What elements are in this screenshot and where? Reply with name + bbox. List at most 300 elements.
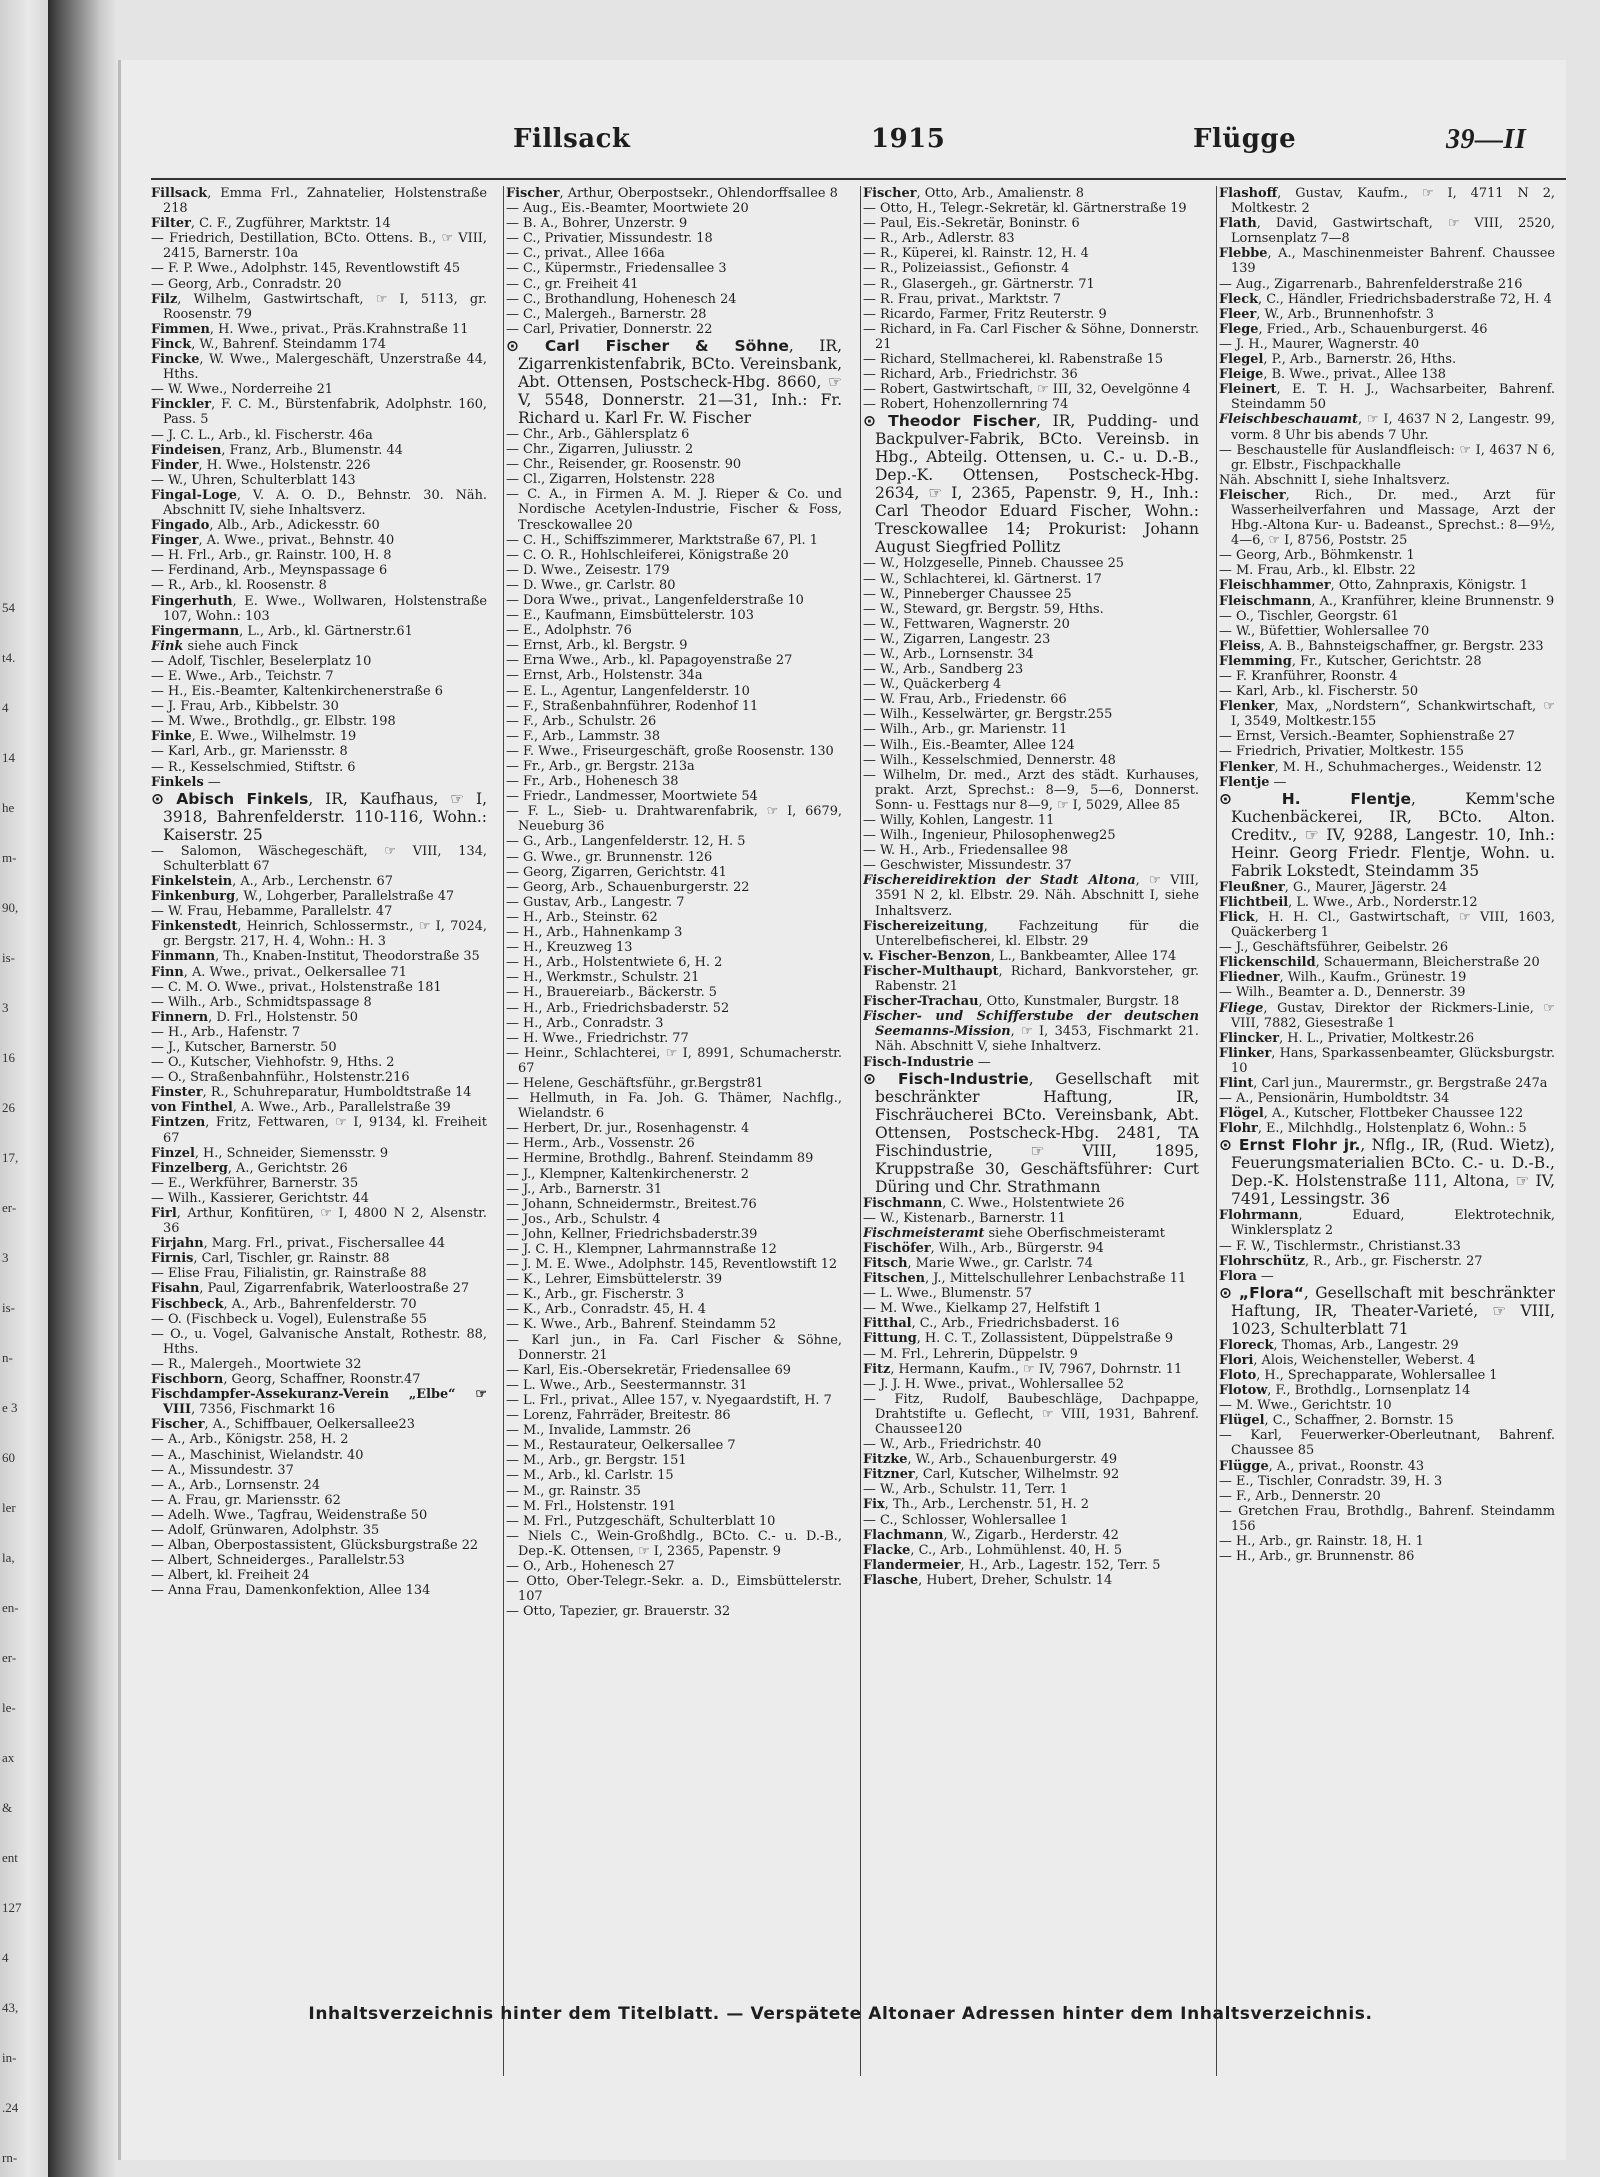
- directory-entry: — C., privat., Allee 166a: [506, 246, 665, 262]
- previous-page-fragment: 3: [2, 1000, 9, 1015]
- directory-entry: — A. Frau, gr. Mariensstr. 62: [151, 1492, 341, 1508]
- directory-entry: Fischbeck, A., Arb., Bahrenfelderstr. 70: [151, 1296, 417, 1312]
- directory-entry: Flenker, Max, „Nordstern“, Schankwirtschaft, ☞ I, 3549, Moltkestr.155: [1219, 699, 1555, 730]
- directory-entry: — W., Schlachterei, kl. Gärtnerst. 17: [863, 571, 1102, 587]
- directory-entry: Firl, Arthur, Konfitüren, ☞ I, 4800 N 2, Alsenstr. 36: [151, 1206, 487, 1237]
- directory-entry: — W. Frau, Hebamme, Parallelstr. 47: [151, 904, 393, 920]
- directory-entry: — J., Klempner, Kaltenkirchenerstr. 2: [506, 1166, 749, 1182]
- directory-entry: Fischer-Trachau, Otto, Kunstmaler, Burgstr. 18: [863, 994, 1180, 1010]
- directory-entry: Finn, A. Wwe., privat., Oelkersallee 71: [151, 964, 407, 980]
- header-year: 1915: [871, 124, 946, 154]
- directory-entry: — Geschwister, Missundestr. 37: [863, 858, 1072, 874]
- previous-page-fragment: 3: [2, 1250, 9, 1265]
- directory-entry: — Alban, Oberpostassistent, Glücksburgstraße 22: [151, 1538, 479, 1554]
- directory-entry: — D. Wwe., Zeisestr. 179: [506, 562, 670, 578]
- directory-entry: Filter, C. F., Zugführer, Marktstr. 14: [151, 216, 391, 232]
- directory-entry: Finke, E. Wwe., Wilhelmstr. 19: [151, 729, 357, 745]
- directory-entry: Fischer-Multhaupt, Richard, Bankvorsteher, gr. Rabenstr. 21: [863, 963, 1199, 995]
- directory-entry: — A., Arb., Lornsenstr. 24: [151, 1477, 321, 1493]
- directory-entry: — M. Wwe., Kielkamp 27, Helfstift 1: [863, 1301, 1102, 1317]
- directory-entry: Flincker, H. L., Privatier, Moltkestr.26: [1219, 1030, 1475, 1046]
- directory-entry: — Georg, Zigarren, Gerichtstr. 41: [506, 864, 727, 880]
- directory-entry: Finkels —: [151, 774, 221, 790]
- directory-entry: Flegel, P., Arb., Barnerstr. 26, Hths.: [1219, 352, 1457, 368]
- directory-entry: — H., Arb., Conradstr. 3: [506, 1015, 664, 1031]
- directory-entry: — Friedr., Landmesser, Moortwiete 54: [506, 789, 758, 805]
- directory-entry: — Dora Wwe., privat., Langenfelderstraße 10: [506, 592, 804, 608]
- directory-entry: — J., Geschäftsführer, Geibelstr. 26: [1219, 940, 1449, 956]
- directory-entry: — Robert, Gastwirtschaft, ☞ III, 32, Oevelgönne 4: [863, 382, 1191, 398]
- previous-page-fragment: ler: [2, 1500, 16, 1515]
- directory-entry: ⊙ „Flora“, Gesellschaft mit beschränkter Haftung, IR, Theater-Varieté, ☞ VIII, 1023, Schulterblatt 71: [1219, 1283, 1555, 1338]
- directory-entry: — K., Arb., gr. Fischerstr. 3: [506, 1287, 685, 1303]
- directory-entry: — G., Arb., Langenfelderstr. 12, H. 5: [506, 834, 746, 850]
- directory-entry: — H., Werkmstr., Schulstr. 21: [506, 970, 700, 986]
- directory-entry: — Wilh., Eis.-Beamter, Allee 124: [863, 737, 1075, 753]
- directory-entry: — M. Wwe., Gerichtstr. 10: [1219, 1398, 1392, 1414]
- directory-entry: — H., Arb., Holstentwiete 6, H. 2: [506, 955, 723, 971]
- previous-page-fragment: is-: [2, 950, 15, 965]
- book-gutter: [48, 0, 118, 2177]
- previous-page-fragment: e 3: [2, 1400, 18, 1415]
- directory-entry: — W., Zigarren, Langestr. 23: [863, 631, 1051, 647]
- directory-entry: — Ernst, Versich.-Beamter, Sophienstraße 27: [1219, 729, 1515, 745]
- directory-entry: — M., Arb., kl. Carlstr. 15: [506, 1468, 674, 1484]
- directory-entry: Finzel, H., Schneider, Siemensstr. 9: [151, 1145, 389, 1161]
- directory-entry: — A., Arb., Königstr. 258, H. 2: [151, 1432, 349, 1448]
- directory-entry: Flacke, C., Arb., Lohmühlenst. 40, H. 5: [863, 1542, 1123, 1558]
- directory-entry: — Ricardo, Farmer, Fritz Reuterstr. 9: [863, 306, 1107, 322]
- directory-entry: Fliedner, Wilh., Kaufm., Grünestr. 19: [1219, 970, 1467, 986]
- directory-entry: Finnern, D. Frl., Holstenstr. 50: [151, 1009, 358, 1025]
- directory-entry: — O., Kutscher, Viehhofstr. 9, Hths. 2: [151, 1055, 395, 1071]
- directory-entry: Fischer, Otto, Arb., Amalienstr. 8: [863, 186, 1084, 201]
- directory-entry: — Hellmuth, in Fa. Joh. G. Thämer, Nachflg., Wielandstr. 6: [506, 1091, 842, 1122]
- directory-entry: Fitthal, C., Arb., Friedrichsbaderst. 16: [863, 1316, 1120, 1332]
- previous-page-fragment: la,: [2, 1550, 15, 1565]
- directory-entry: — A., Maschinist, Wielandstr. 40: [151, 1447, 364, 1463]
- directory-entry: — W., Arb., Lornsenstr. 34: [863, 646, 1034, 662]
- directory-entry: Finck, W., Bahrenf. Steindamm 174: [151, 336, 386, 352]
- directory-entry: — Otto, Tapezier, gr. Brauerstr. 32: [506, 1604, 731, 1620]
- previous-page-edge: [0, 0, 48, 2177]
- directory-entry: — M., gr. Rainstr. 35: [506, 1483, 641, 1499]
- directory-entry: — W., Fettwaren, Wagnerstr. 20: [863, 616, 1070, 632]
- directory-entry: — M., Invalide, Lammstr. 26: [506, 1423, 691, 1439]
- previous-page-fragment: t4.: [2, 650, 16, 665]
- directory-entry: — John, Kellner, Friedrichsbaderstr.39: [506, 1226, 758, 1242]
- directory-entry: Flotow, F., Brothdlg., Lornsenplatz 14: [1219, 1383, 1471, 1399]
- directory-entry: — O., u. Vogel, Galvanische Anstalt, Rothestr. 88, Hths.: [151, 1326, 487, 1357]
- directory-entry: Floreck, Thomas, Arb., Langestr. 29: [1219, 1337, 1459, 1353]
- directory-entry: — E., Tischler, Conradstr. 39, H. 3: [1219, 1473, 1443, 1489]
- directory-entry: — Wilh., Ingenieur, Philosophenweg25: [863, 828, 1116, 844]
- directory-entry: Flentje —: [1219, 774, 1287, 790]
- directory-entry: — Erna Wwe., Arb., kl. Papagoyenstraße 27: [506, 653, 793, 669]
- directory-entry: Floto, H., Sprechapparate, Wohlersallee 1: [1219, 1368, 1498, 1383]
- directory-entry: — F., Arb., Schulstr. 26: [506, 713, 657, 729]
- directory-entry: — L. Wwe., Blumenstr. 57: [863, 1286, 1033, 1302]
- directory-entry: — J. C. H., Klempner, Lahrmannstraße 12: [506, 1242, 777, 1257]
- directory-entry: Flint, Carl jun., Maurermstr., gr. Bergstraße 247a: [1219, 1075, 1548, 1091]
- directory-entry: — H., Kreuzweg 13: [506, 940, 633, 956]
- directory-entry: ⊙ Abisch Finkels, IR, Kaufhaus, ☞ I, 3918, Bahrenfelderstr. 110-116, Wohn.: Kaiserstr. 25: [151, 789, 487, 844]
- directory-entry: Fitzke, W., Arb., Schauenburgerstr. 49: [863, 1452, 1118, 1468]
- directory-entry: Fleischbeschauamt, ☞ I, 4637 N 2, Langestr. 99, vorm. 8 Uhr bis abends 7 Uhr.: [1219, 412, 1555, 443]
- directory-entry: — M., Arb., gr. Bergstr. 151: [506, 1453, 687, 1469]
- directory-entry: — K., Arb., Conradstr. 45, H. 4: [506, 1302, 706, 1318]
- directory-entry: — C. H., Schiffszimmerer, Marktstraße 67, Pl. 1: [506, 532, 818, 548]
- directory-entry: Fingal-Loge, V. A. O. D., Behnstr. 30. Näh. Abschnitt IV, siehe Inhaltsverz.: [151, 487, 487, 518]
- directory-entry: — Willy, Kohlen, Langestr. 11: [863, 813, 1055, 828]
- directory-entry: Fischmann, C. Wwe., Holstentwiete 26: [863, 1195, 1125, 1211]
- previous-page-fragment: 26: [2, 1100, 15, 1115]
- directory-entry: — Richard, Arb., Friedrichstr. 36: [863, 367, 1078, 383]
- directory-entry: — Beschaustelle für Auslandfleisch: ☞ I, 4637 N 6, gr. Elbstr., Fischpackhalle: [1219, 442, 1555, 473]
- directory-entry: — Robert, Hohenzollernring 74: [863, 397, 1069, 413]
- directory-entry: Fischdampfer-Assekuranz-Verein „Elbe“ ☞ VIII, 7356, Fischmarkt 16: [151, 1387, 487, 1418]
- previous-page-fragment: 54: [2, 600, 15, 615]
- directory-entry: Fleige, B. Wwe., privat., Allee 138: [1219, 367, 1446, 383]
- previous-page-fragment: en-: [2, 1600, 19, 1615]
- previous-page-fragment: .24: [2, 2100, 19, 2115]
- directory-entry: — Ernst, Arb., Holstenstr. 34a: [506, 668, 703, 684]
- previous-page-fragment: 127: [2, 1900, 22, 1915]
- directory-entry: — H., Eis.-Beamter, Kaltenkirchenerstraße 6: [151, 684, 443, 700]
- directory-entry: Flohrmann, Eduard, Elektrotechnik, Winklersplatz 2: [1219, 1208, 1555, 1239]
- directory-entry: Fischer, Arthur, Oberpostsekr., Ohlendorffsallee 8: [506, 186, 838, 201]
- directory-entry: — E., Werkführer, Barnerstr. 35: [151, 1175, 359, 1191]
- previous-page-fragment: in-: [2, 2050, 17, 2065]
- directory-entry: Fitzner, Carl, Kutscher, Wilhelmstr. 92: [863, 1467, 1120, 1483]
- directory-entry: — Fr., Arb., gr. Bergstr. 213a: [506, 759, 695, 774]
- directory-entry: — R., Arb., kl. Roosenstr. 8: [151, 578, 327, 594]
- directory-entry: — E. Wwe., Arb., Teichstr. 7: [151, 669, 334, 684]
- directory-entry: — Richard, in Fa. Carl Fischer & Söhne, Donnerstr. 21: [863, 321, 1199, 352]
- directory-entry: — Cl., Zigarren, Holstenstr. 228: [506, 472, 715, 488]
- previous-page-fragment: le-: [2, 1700, 16, 1715]
- directory-entry: — M., Restaurateur, Oelkersallee 7: [506, 1438, 736, 1454]
- directory-entry: — Anna Frau, Damenkonfektion, Allee 134: [151, 1583, 431, 1599]
- directory-entry: Flandermeier, H., Arb., Lagestr. 152, Terr. 5: [863, 1557, 1161, 1573]
- directory-entry: — Gustav, Arb., Langestr. 7: [506, 894, 685, 910]
- directory-entry: Flemming, Fr., Kutscher, Gerichtstr. 28: [1219, 653, 1482, 669]
- directory-entry: Fleiss, A. B., Bahnsteigschaffner, gr. Bergstr. 233: [1219, 638, 1544, 654]
- directory-entry: Flögel, A., Kutscher, Flottbeker Chaussee 122: [1219, 1106, 1524, 1122]
- directory-entry: Fischborn, Georg, Schaffner, Roonstr.47: [151, 1372, 421, 1388]
- directory-entry: ⊙ H. Flentje, Kemm'sche Kuchenbäckerei, IR, BCto. Alton. Creditv., ☞ IV, 9288, Langestr. 10, Inh.: Heinr. Georg Friedr. Flentje, Wohn. u. Fabrik Lokstedt, Steindamm 35: [1219, 789, 1555, 880]
- previous-page-fragment: ent: [2, 1850, 18, 1865]
- directory-entry: ⊙ Ernst Flohr jr., Nflg., IR, (Rud. Wietz), Feuerungsmaterialien BCto. C.- u. D.-B., Dep.-K. Holstenstraße 111, Altona, ☞ IV, 7491, Lessingstr. 36: [1219, 1136, 1555, 1209]
- directory-entry: — W., Büfettier, Wohlersallee 70: [1219, 623, 1430, 639]
- directory-entry: — F. P. Wwe., Adolphstr. 145, Reventlowstift 45: [151, 261, 461, 277]
- directory-entry: — W., Arb., Sandberg 23: [863, 662, 1024, 678]
- directory-entry: Fingerhuth, E. Wwe., Wollwaren, Holstenstraße 107, Wohn.: 103: [151, 593, 487, 624]
- directory-entry: Fleer, W., Arb., Brunnenhofstr. 3: [1219, 306, 1434, 322]
- directory-entry: Flasche, Hubert, Dreher, Schulstr. 14: [863, 1572, 1113, 1588]
- directory-entry: Flickenschild, Schauermann, Bleicherstraße 20: [1219, 955, 1540, 971]
- directory-entry: — Karl, Arb., gr. Mariensstr. 8: [151, 744, 348, 760]
- directory-entry: — C., Malergeh., Barnerstr. 28: [506, 306, 707, 322]
- directory-entry: — Ferdinand, Arb., Meynspassage 6: [151, 563, 388, 579]
- directory-entry: ⊙ Carl Fischer & Söhne, IR, Zigarrenkistenfabrik, BCto. Vereinsbank, Abt. Ottensen, Postscheck-Hbg. 8660, ☞ V, 5548, Donnerstr. 21—31, Inh.: Fr. Richard u. Karl Fr. W. Fischer: [506, 336, 842, 427]
- directory-entry: — J. H., Maurer, Wagnerstr. 40: [1219, 336, 1420, 352]
- directory-entry: — G. Wwe., gr. Brunnenstr. 126: [506, 849, 713, 865]
- directory-entry: — F. L., Sieb- u. Drahtwarenfabrik, ☞ I, 6679, Neueburg 36: [506, 804, 842, 835]
- directory-entry: Fintzen, Fritz, Fettwaren, ☞ I, 9134, kl. Freiheit 67: [151, 1115, 487, 1146]
- directory-entry: Flenker, M. H., Schuhmacherges., Weidenstr. 12: [1219, 759, 1542, 775]
- directory-entry: — F. Kranführer, Roonstr. 4: [1219, 669, 1398, 684]
- header-right-catchword: Flügge: [1193, 124, 1297, 154]
- directory-entry: — H. Frl., Arb., gr. Rainstr. 100, H. 8: [151, 548, 392, 564]
- directory-entry: — Salomon, Wäschegeschäft, ☞ VIII, 134, Schulterblatt 67: [151, 843, 487, 874]
- directory-entry: — F., Straßenbahnführer, Rodenhof 11: [506, 698, 759, 714]
- directory-entry: — Karl, Eis.-Obersekretär, Friedensallee 69: [506, 1362, 791, 1378]
- directory-entry: — J. Frau, Arb., Kibbelstr. 30: [151, 699, 339, 715]
- directory-entry: — Georg, Arb., Böhmkenstr. 1: [1219, 548, 1415, 564]
- column-1: [151, 186, 487, 2076]
- directory-entry: — Richard, Stellmacherei, kl. Rabenstraße 15: [863, 352, 1164, 368]
- directory-entry: Fimmen, H. Wwe., privat., Präs.Krahnstraße 11: [151, 321, 469, 337]
- directory-entry: Fleischer, Rich., Dr. med., Arzt für Wasserheilverfahren und Massage, Arzt der Hbg.-Altona Kur- u. Badeanst., Sprechst.: 8—9½, 4—6, ☞ I, 8756, Poststr. 25: [1219, 487, 1555, 549]
- directory-entry: Flege, Fried., Arb., Schauenburgerst. 46: [1219, 321, 1488, 337]
- directory-entry: — Adolf, Tischler, Beselerplatz 10: [151, 653, 372, 669]
- directory-entry: — Fitz, Rudolf, Baubeschläge, Dachpappe, Drahtstifte u. Geflecht, ☞ VIII, 1931, Bahrenf. Chaussee120: [863, 1391, 1199, 1437]
- directory-entry: — F. Wwe., Friseurgeschäft, große Roosenstr. 130: [506, 743, 834, 759]
- directory-entry: — R., Malergeh., Moortwiete 32: [151, 1356, 362, 1372]
- directory-entry: — A., Missundestr. 37: [151, 1462, 294, 1478]
- directory-entry: — W. Frau, Arb., Friedenstr. 66: [863, 692, 1067, 708]
- directory-entry: — W., Kistenarb., Barnerstr. 11: [863, 1210, 1066, 1226]
- directory-entry: v. Fischer-Benzon, L., Bankbeamter, Allee 174: [863, 948, 1177, 964]
- directory-entry: — O., Arb., Hohenesch 27: [506, 1558, 675, 1574]
- directory-entry: — Wilh., Kassierer, Gerichtstr. 44: [151, 1190, 369, 1206]
- directory-entry: Flügge, A., privat., Roonstr. 43: [1219, 1458, 1425, 1474]
- address-columns: [151, 186, 1555, 2076]
- directory-page: [118, 60, 1566, 2160]
- previous-page-fragment: is-: [2, 1300, 15, 1315]
- directory-entry: Flinker, Hans, Sparkassenbeamter, Glücksburgstr. 10: [1219, 1045, 1555, 1076]
- directory-entry: — B. A., Bohrer, Unzerstr. 9: [506, 216, 688, 232]
- directory-entry: Fischmeisteramt siehe Oberfischmeisteramt: [863, 1225, 1165, 1241]
- directory-entry: — W., Steward, gr. Bergstr. 59, Hths.: [863, 601, 1104, 617]
- directory-entry: — M. Frl., Putzgeschäft, Schulterblatt 10: [506, 1513, 776, 1529]
- directory-entry: — C. A., in Firmen A. M. J. Rieper & Co. und Nordische Acetylen-Industrie, Fischer & Foss, Tresckowallee 20: [506, 487, 842, 533]
- directory-entry: Firnis, Carl, Tischler, gr. Rainstr. 88: [151, 1251, 390, 1267]
- directory-entry: Fischer, A., Schiffbauer, Oelkersallee23: [151, 1417, 415, 1433]
- directory-entry: — Lorenz, Fahrräder, Breitestr. 86: [506, 1408, 731, 1424]
- directory-entry: von Finthel, A. Wwe., Arb., Parallelstraße 39: [151, 1100, 451, 1116]
- directory-entry: — D. Wwe., gr. Carlstr. 80: [506, 577, 676, 593]
- directory-entry: — W. H., Arb., Friedensallee 98: [863, 843, 1069, 859]
- directory-entry: Fix, Th., Arb., Lerchenstr. 51, H. 2: [863, 1497, 1089, 1513]
- directory-entry: — M. Frau, Arb., kl. Elbstr. 22: [1219, 563, 1416, 579]
- directory-entry: — C., Brothandlung, Hohenesch 24: [506, 291, 737, 307]
- directory-entry: — Chr., Zigarren, Juliusstr. 2: [506, 442, 694, 458]
- header-rule: [151, 178, 1566, 180]
- directory-entry: Fischereizeitung, Fachzeitung für die Unterelbefischerei, kl. Elbstr. 29: [863, 918, 1199, 949]
- directory-entry: — H., Arb., Hahnenkamp 3: [506, 925, 683, 941]
- directory-entry: — Helene, Geschäftsführ., gr.Bergstr81: [506, 1075, 764, 1091]
- directory-entry: — Wilhelm, Dr. med., Arzt des städt. Kurhauses, prakt. Arzt, Sprechst.: 8—9, 5—6, Donnerst. Sonn- u. Festtags nur 8—9, ☞ I, 5029, Allee 85: [863, 767, 1199, 813]
- directory-entry: — O. (Fischbeck u. Vogel), Eulenstraße 55: [151, 1311, 427, 1327]
- directory-entry: — Aug., Zigarrenarb., Bahrenfelderstraße 216: [1219, 276, 1523, 292]
- page-footer-notice: Inhaltsverzeichnis hinter dem Titelblatt. — Verspätete Altonaer Adressen hinter dem Inhaltsverzeichnis.: [308, 2004, 1373, 2024]
- directory-entry: — Otto, H., Telegr.-Sekretär, kl. Gärtnerstraße 19: [863, 201, 1187, 217]
- directory-entry: — R., Küperei, kl. Rainstr. 12, H. 4: [863, 246, 1089, 262]
- directory-entry: — W., Uhren, Schulterblatt 143: [151, 472, 356, 488]
- directory-entry: Flügel, C., Schaffner, 2. Bornstr. 15: [1219, 1413, 1454, 1429]
- previous-page-fragment: 90,: [2, 900, 19, 915]
- directory-entry: — F., Arb., Dennerstr. 20: [1219, 1488, 1381, 1504]
- directory-entry: — L. Frl., privat., Allee 157, v. Nyegaardstift, H. 7: [506, 1392, 832, 1408]
- directory-entry: — F. W., Tischlermstr., Christianst.33: [1219, 1238, 1461, 1254]
- directory-entry: Fisahn, Paul, Zigarrenfabrik, Waterloostraße 27: [151, 1281, 470, 1297]
- directory-entry: Fliege, Gustav, Direktor der Rickmers-Linie, ☞ VIII, 7882, Giesestraße 1: [1219, 1000, 1555, 1031]
- directory-entry: — C., gr. Freiheit 41: [506, 276, 639, 292]
- directory-entry: — Albert, kl. Freiheit 24: [151, 1568, 310, 1584]
- previous-page-fragment: 60: [2, 1450, 15, 1465]
- directory-entry: Flath, David, Gastwirtschaft, ☞ VIII, 2520, Lornsenplatz 7—8: [1219, 216, 1555, 247]
- directory-entry: — Elise Frau, Filialistin, gr. Rainstraße 88: [151, 1266, 427, 1282]
- directory-entry: — Wilh., Kesselwärter, gr. Bergstr.255: [863, 707, 1113, 723]
- directory-entry: Finmann, Th., Knaben-Institut, Theodorstraße 35: [151, 949, 480, 965]
- directory-entry: — W. Wwe., Norderreihe 21: [151, 382, 333, 398]
- directory-entry: — Carl, Privatier, Donnerstr. 22: [506, 321, 713, 337]
- directory-entry: Flachmann, W., Zigarb., Herderstr. 42: [863, 1527, 1119, 1543]
- directory-entry: Fisch-Industrie —: [863, 1054, 991, 1070]
- page-number: 39—II: [1446, 124, 1527, 155]
- directory-entry: — J., Arb., Barnerstr. 31: [506, 1181, 663, 1197]
- directory-entry: — Gretchen Frau, Brothdlg., Bahrenf. Steindamm 156: [1219, 1503, 1555, 1534]
- previous-page-fragment: 43,: [2, 2000, 19, 2015]
- directory-entry: — R., Polizeiassist., Gefionstr. 4: [863, 261, 1070, 277]
- directory-entry: Flichtbeil, L. Wwe., Arb., Norderstr.12: [1219, 894, 1478, 910]
- previous-page-fragment: 17,: [2, 1150, 19, 1165]
- directory-entry: — H., Brauereiarb., Bäckerstr. 5: [506, 985, 717, 1001]
- directory-entry: — Ernst, Arb., kl. Bergstr. 9: [506, 638, 688, 654]
- directory-entry: — J. M. E. Wwe., Adolphstr. 145, Reventlowstift 12: [506, 1257, 838, 1273]
- directory-entry: — C., Schlosser, Wohlersallee 1: [863, 1512, 1069, 1528]
- previous-page-fragment: he: [2, 800, 15, 815]
- column-3: [863, 186, 1199, 2076]
- directory-entry: Fitz, Hermann, Kaufm., ☞ IV, 7967, Dohrnstr. 11: [863, 1361, 1183, 1377]
- directory-entry: — Adelh. Wwe., Tagfrau, Weidenstraße 50: [151, 1507, 428, 1523]
- directory-entry: — Fr., Arb., Hohenesch 38: [506, 774, 679, 790]
- directory-entry: — Adolf, Grünwaren, Adolphstr. 35: [151, 1522, 380, 1538]
- directory-entry: — Wilh., Kesselschmied, Dennerstr. 48: [863, 752, 1116, 768]
- directory-entry: — C., Küpermstr., Friedensallee 3: [506, 261, 727, 277]
- directory-entry: — H., Arb., gr. Rainstr. 18, H. 1: [1219, 1534, 1424, 1550]
- directory-entry: — Heinr., Schlachterei, ☞ I, 8991, Schumacherstr. 67: [506, 1045, 842, 1076]
- directory-entry: — Wilh., Arb., gr. Marienstr. 11: [863, 722, 1068, 738]
- directory-entry: — Niels C., Wein-Großhdlg., BCto. C.- u. D.-B., Dep.-K. Ottensen, ☞ I, 2365, Papenstr. 9: [506, 1528, 842, 1559]
- directory-entry: — C. O. R., Hohlschleiferei, Königstraße 20: [506, 547, 789, 563]
- directory-entry: ⊙ Fisch-Industrie, Gesellschaft mit beschränkter Haftung, IR, Fischräucherei BCto. Vereinsbank, Abt. Ottensen, Postscheck-Hbg. 2481, TA Fischindustrie, ☞ VIII, 1895, Kruppstraße 30, Geschäftsführer: Curt Düring und Chr. Strathmann: [863, 1069, 1199, 1196]
- directory-entry: — W., Holzgeselle, Pinneb. Chaussee 25: [863, 556, 1125, 572]
- previous-page-fragment: ax: [2, 1750, 15, 1765]
- directory-entry: Filz, Wilhelm, Gastwirtschaft, ☞ I, 5113, gr. Roosenstr. 79: [151, 291, 487, 322]
- directory-entry: Finster, R., Schuhreparatur, Humboldtstraße 14: [151, 1085, 472, 1101]
- directory-entry: — A., Pensionärin, Humboldtstr. 34: [1219, 1091, 1450, 1107]
- directory-entry: ⊙ Theodor Fischer, IR, Pudding- und Backpulver-Fabrik, BCto. Vereinsb. in Hbg., Abteilg. Ottensen, u. C.- u. D.-B., Dep.-K. Ottensen, Postscheck-Hbg. 2634, ☞ I, 2365, Papenstr. 9, H., Inh.: Carl Theodor Eduard Fischer, Wohn.: Tresckowallee 14; Prokurist: Johann August Siegfried Pollitz: [863, 412, 1199, 557]
- directory-entry: Finkenstedt, Heinrich, Schlossermstr., ☞ I, 7024, gr. Bergstr. 217, H. 4, Wohn.: H. 3: [151, 919, 487, 950]
- directory-entry: — Chr., Arb., Gählersplatz 6: [506, 426, 690, 442]
- directory-entry: — R., Glasergeh., gr. Gärtnerstr. 71: [863, 276, 1095, 292]
- directory-entry: — K. Wwe., Arb., Bahrenf. Steindamm 52: [506, 1317, 777, 1333]
- previous-page-fragment: er-: [2, 1650, 17, 1665]
- directory-entry: — Chr., Reisender, gr. Roosenstr. 90: [506, 457, 742, 473]
- directory-entry: — W., Quäckerberg 4: [863, 677, 1002, 693]
- directory-entry: Flashoff, Gustav, Kaufm., ☞ I, 4711 N 2, Moltkestr. 2: [1219, 186, 1555, 217]
- directory-entry: — O., Straßenbahnführ., Holstenstr.216: [151, 1070, 410, 1086]
- directory-entry: Fink siehe auch Finck: [151, 638, 298, 654]
- directory-entry: — O., Tischler, Georgstr. 61: [1219, 608, 1399, 624]
- directory-entry: — J. C. L., Arb., kl. Fischerstr. 46a: [151, 427, 373, 443]
- directory-entry: — Karl, Feuerwerker-Oberleutnant, Bahrenf. Chaussee 85: [1219, 1428, 1555, 1459]
- previous-page-fragment: 4: [2, 700, 9, 715]
- directory-entry: — Hermine, Brothdlg., Bahrenf. Steindamm 89: [506, 1151, 814, 1167]
- directory-entry: — Friedrich, Destillation, BCto. Ottens. B., ☞ VIII, 2415, Barnerstr. 10a: [151, 231, 487, 262]
- directory-entry: Finger, A. Wwe., privat., Behnstr. 40: [151, 533, 395, 549]
- directory-entry: — Karl, Arb., kl. Fischerstr. 50: [1219, 684, 1419, 700]
- directory-entry: — Aug., Eis.-Beamter, Moortwiete 20: [506, 201, 749, 217]
- directory-entry: — Georg, Arb., Schauenburgerstr. 22: [506, 879, 750, 895]
- directory-entry: — W., Pinneberger Chaussee 25: [863, 586, 1072, 602]
- column-2: [506, 186, 842, 2076]
- directory-entry: Finckler, F. C. M., Bürstenfabrik, Adolphstr. 160, Pass. 5: [151, 397, 487, 428]
- directory-entry: — Karl jun., in Fa. Carl Fischer & Söhne, Donnerstr. 21: [506, 1332, 842, 1363]
- directory-entry: Fillsack, Emma Frl., Zahnatelier, Holstenstraße 218: [151, 186, 487, 217]
- directory-entry: — H., Arb., Steinstr. 62: [506, 909, 658, 925]
- directory-entry: Fischöfer, Wilh., Arb., Bürgerstr. 94: [863, 1240, 1104, 1256]
- header-left-catchword: Fillsack: [513, 124, 631, 154]
- directory-entry: Finkelstein, A., Arb., Lerchenstr. 67: [151, 873, 393, 889]
- directory-entry: — H., Arb., gr. Brunnenstr. 86: [1219, 1549, 1415, 1565]
- directory-entry: Fischereidirektion der Stadt Altona, ☞ VIII, 3591 N 2, kl. Elbstr. 29. Näh. Abschnitt I, siehe Inhaltsverz.: [863, 873, 1199, 919]
- directory-entry: Fischer- und Schifferstube der deutschen Seemanns-Mission, ☞ I, 3453, Fischmarkt 21. Näh. Abschnitt V, siehe Inhaltverz.: [863, 1009, 1199, 1055]
- directory-entry: Flohr, E., Milchhdlg., Holstenplatz 6, Wohn.: 5: [1219, 1121, 1527, 1137]
- directory-entry: — Georg, Arb., Conradstr. 20: [151, 276, 342, 292]
- directory-entry: Fleck, C., Händler, Friedrichsbaderstraße 72, H. 4: [1219, 291, 1552, 307]
- directory-entry: — Johann, Schneidermstr., Breitest.76: [506, 1196, 757, 1212]
- directory-entry: Finkenburg, W., Lohgerber, Parallelstraße 47: [151, 889, 455, 905]
- previous-page-fragment: er-: [2, 1200, 17, 1215]
- directory-entry: — Herm., Arb., Vossenstr. 26: [506, 1136, 695, 1152]
- directory-entry: — K., Lehrer, Eimsbüttelerstr. 39: [506, 1272, 723, 1288]
- previous-page-fragment: 4: [2, 1950, 9, 1965]
- directory-entry: — M. Frl., Holstenstr. 191: [506, 1498, 677, 1514]
- column-4: [1219, 186, 1555, 2076]
- directory-entry: Fleinert, E. T. H. J., Wachsarbeiter, Bahrenf. Steindamm 50: [1219, 382, 1555, 413]
- previous-page-fragment: &: [2, 1800, 13, 1815]
- directory-entry: — J. J. H. Wwe., privat., Wohlersallee 52: [863, 1376, 1124, 1392]
- directory-entry: Flora —: [1219, 1268, 1274, 1284]
- previous-page-fragment: m-: [2, 850, 17, 865]
- previous-page-fragment: 14: [2, 750, 15, 765]
- directory-entry: — L. Wwe., Arb., Seestermannstr. 31: [506, 1377, 748, 1393]
- directory-entry: Finder, H. Wwe., Holstenstr. 226: [151, 457, 371, 473]
- directory-entry: — H., Arb., Friedrichsbaderstr. 52: [506, 1000, 730, 1016]
- directory-entry: — J., Kutscher, Barnerstr. 50: [151, 1039, 337, 1055]
- directory-entry: Fingermann, L., Arb., kl. Gärtnerstr.61: [151, 623, 413, 639]
- directory-entry: — Wilh., Beamter a. D., Dennerstr. 39: [1219, 985, 1466, 1001]
- directory-entry: — E., Adolphstr. 76: [506, 623, 632, 639]
- directory-entry: Fittung, H. C. T., Zollassistent, Düppelstraße 9: [863, 1331, 1174, 1347]
- directory-entry: — Albert, Schneiderges., Parallelstr.53: [151, 1553, 405, 1569]
- directory-entry: — Otto, Ober-Telegr.-Sekr. a. D., Eimsbüttelerstr. 107: [506, 1574, 842, 1605]
- directory-entry: Fleischhammer, Otto, Zahnpraxis, Königstr. 1: [1219, 578, 1528, 594]
